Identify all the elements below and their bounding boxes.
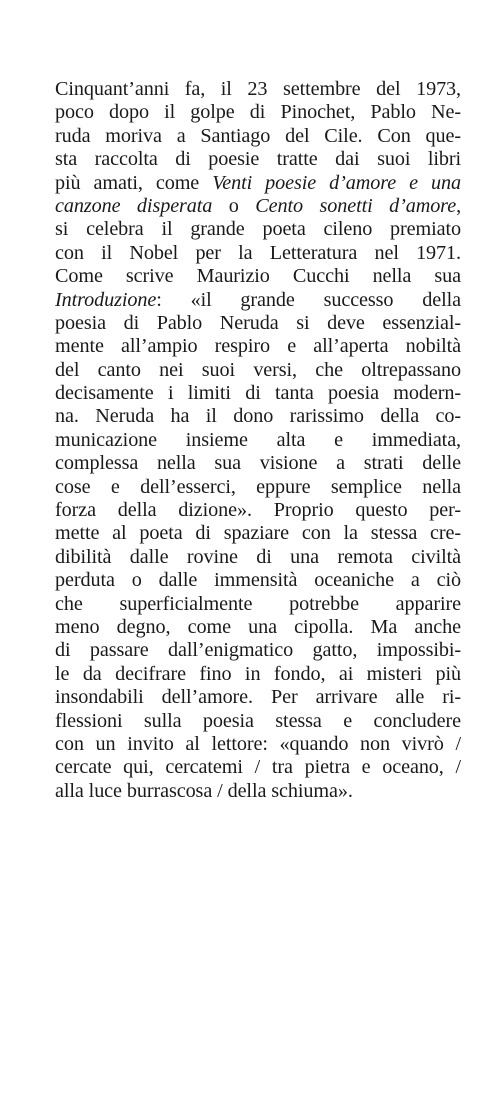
text-run: più amati, come: [55, 171, 213, 194]
text-line: [55, 242, 461, 265]
text-run: alla luce burrascosa / della schiuma».: [55, 779, 353, 802]
text-line: [55, 476, 461, 499]
text-line: [55, 452, 461, 475]
text-line: [55, 218, 461, 241]
text-run: mente all’ampio respiro e all’aperta nobiltà: [55, 335, 461, 358]
text-line: [55, 663, 461, 686]
text-run: : «il grande successo della: [156, 288, 461, 311]
text-run: na. Neruda ha il dono rarissimo della co-: [55, 405, 461, 428]
text-line: [55, 429, 461, 452]
text-line: [55, 686, 461, 709]
text-run: le da decifrare fino in fondo, ai misteri più: [55, 662, 461, 685]
text-line: [55, 499, 461, 522]
text-run: municazione insieme alta e immediata,: [55, 428, 461, 451]
text-line: [55, 335, 461, 358]
text-run: del canto nei suoi versi, che oltrepassano: [55, 358, 461, 381]
text-run: forza della dizione». Proprio questo per-: [55, 499, 461, 522]
text-line: [55, 265, 461, 288]
text-line: [55, 639, 461, 662]
text-run: poesia di Pablo Neruda si deve essenzial-: [55, 311, 461, 334]
text-line: [55, 382, 461, 405]
text-line: [55, 125, 461, 148]
text-line: [55, 569, 461, 592]
text-run: sta raccolta di poesie tratte dai suoi libri: [55, 148, 461, 171]
text-line: [55, 195, 461, 218]
text-run: o: [212, 194, 256, 217]
text-run: cercate qui, cercatemi / tra pietra e oceano, /: [55, 756, 461, 779]
text-run: Come scrive Maurizio Cucchi nella sua: [55, 265, 461, 288]
book-title-run: Cento sonetti d’amore: [255, 194, 457, 217]
text-run: cose e dell’esserci, eppure semplice nella: [55, 475, 461, 498]
text-line: [55, 616, 461, 639]
text-line: [55, 710, 461, 733]
text-run: con un invito al lettore: «quando non vivrò /: [55, 732, 461, 755]
book-title-run: Venti poesie d’amore e una: [212, 171, 461, 194]
text-run: decisamente i limiti di tanta poesia modern-: [55, 382, 461, 405]
text-run: poco dopo il golpe di Pinochet, Pablo Ne-: [55, 101, 461, 124]
text-line: [55, 359, 461, 382]
text-line: [55, 522, 461, 545]
text-line: [55, 756, 461, 779]
text-run: perduta o dalle immensità oceaniche a ciò: [55, 569, 461, 592]
text-line: [55, 546, 461, 569]
text-line: [55, 733, 461, 756]
text-run: complessa nella sua visione a strati delle: [55, 452, 461, 475]
text-run: Cinquant’anni fa, il 23 settembre del 1973,: [55, 78, 461, 100]
text-run: di passare dall’enigmatico gatto, impossibi-: [55, 639, 461, 662]
text-run: insondabili dell’amore. Per arrivare alle ri-: [55, 686, 461, 709]
book-title-run: Introduzione: [55, 288, 157, 311]
text-run: flessioni sulla poesia stessa e concludere: [55, 709, 461, 732]
text-run: si celebra il grande poeta cileno premiato: [55, 218, 461, 241]
text-line: [55, 148, 461, 171]
blurb-paragraph: [55, 78, 461, 803]
text-line: [55, 405, 461, 428]
text-line: [55, 289, 461, 312]
text-run: ,: [456, 194, 462, 217]
text-line: [55, 780, 461, 803]
text-line: [55, 172, 461, 195]
text-line: [55, 78, 461, 101]
text-line: [55, 101, 461, 124]
book-title-run: canzone disperata: [55, 194, 213, 217]
text-run: che superficialmente potrebbe apparire: [55, 592, 461, 615]
text-run: dibilità dalle rovine di una remota civiltà: [55, 545, 461, 568]
text-line: [55, 593, 461, 616]
text-run: mette al poeta di spaziare con la stessa cre-: [55, 522, 461, 545]
text-run: ruda moriva a Santiago del Cile. Con que-: [55, 124, 461, 147]
text-run: con il Nobel per la Letteratura nel 1971.: [55, 241, 461, 264]
text-run: meno degno, come una cipolla. Ma anche: [55, 615, 461, 638]
text-line: [55, 312, 461, 335]
